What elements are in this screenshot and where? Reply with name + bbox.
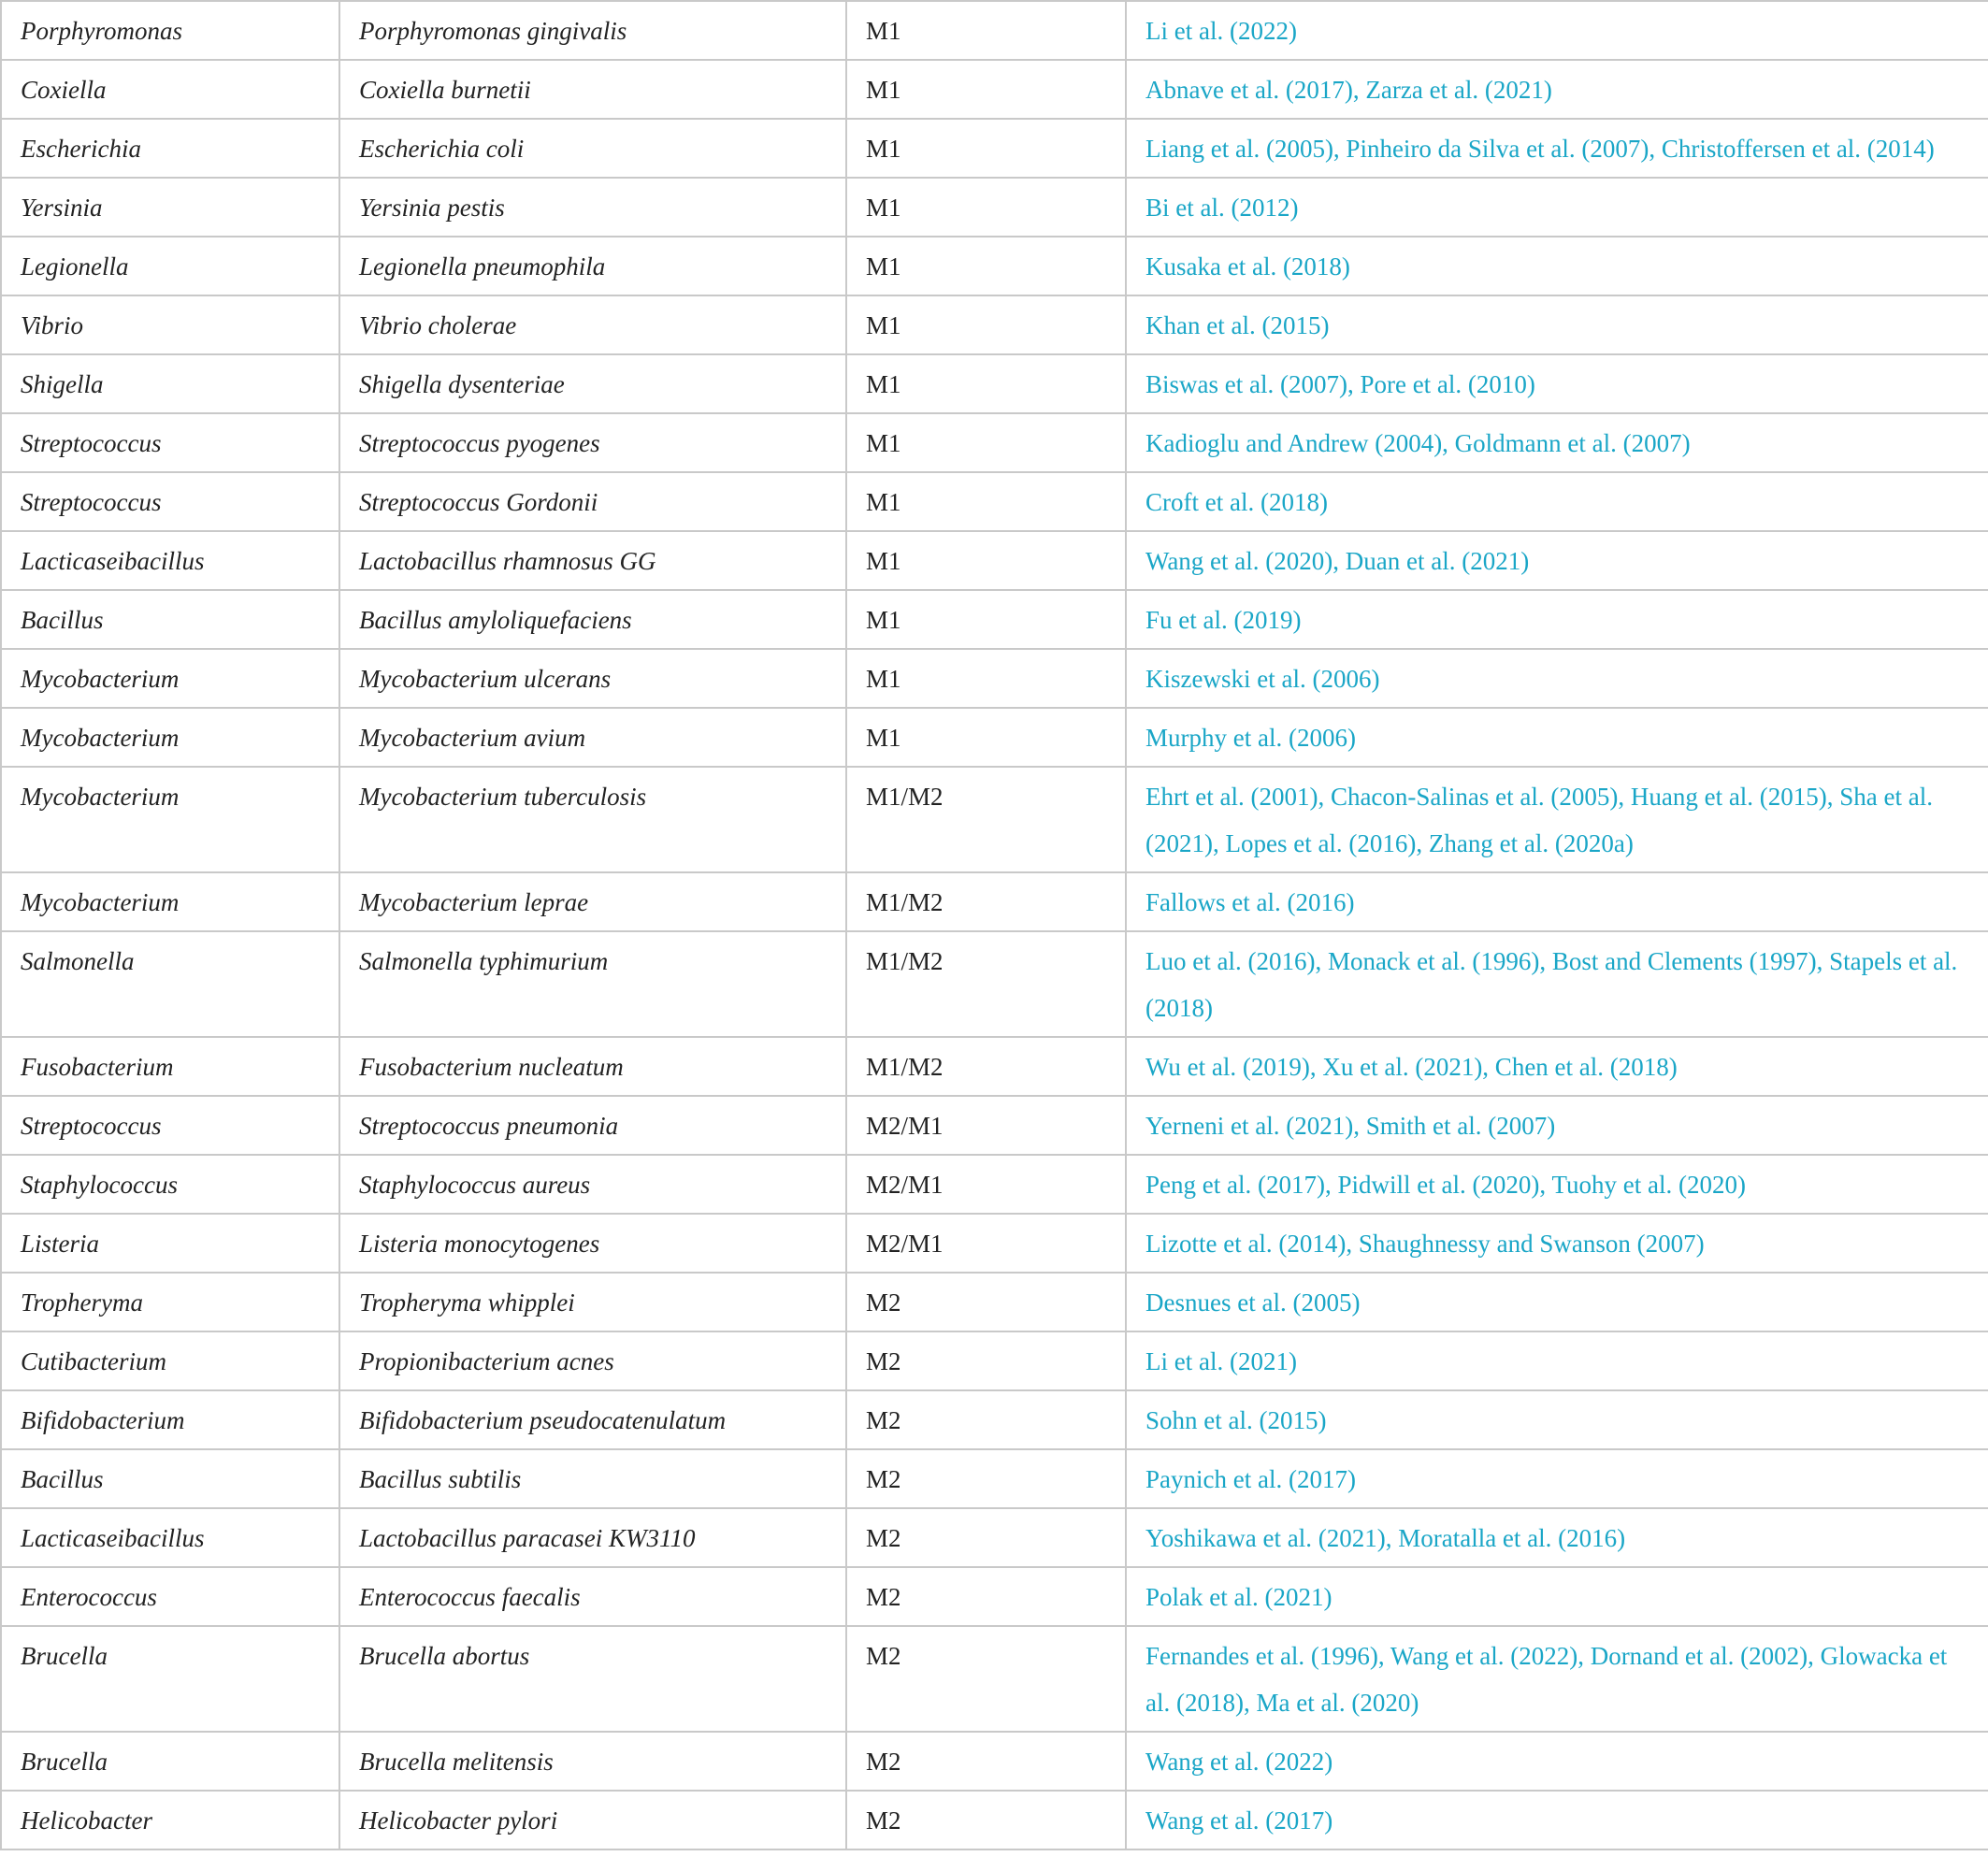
reference-links[interactable]: Wu et al. (2019), Xu et al. (2021), Chen et al. (2018) [1145, 1053, 1678, 1081]
table-row [1, 767, 1988, 872]
table-row [1, 531, 1988, 590]
table-row [1, 1390, 1988, 1449]
reference-cell[interactable] [1126, 708, 1988, 767]
table-row [1, 178, 1988, 237]
reference-links[interactable]: Desnues et al. (2005) [1145, 1288, 1361, 1317]
polarization-cell: M1 [846, 178, 1126, 237]
table-row [1, 590, 1988, 649]
polarization-cell: M1 [846, 472, 1126, 531]
table-row [1, 1, 1988, 60]
genus-cell: Helicobacter [1, 1791, 339, 1849]
genus-cell: Streptococcus [1, 413, 339, 472]
polarization-cell: M1 [846, 708, 1126, 767]
table-row [1, 872, 1988, 931]
genus-cell: Brucella [1, 1732, 339, 1791]
polarization-cell: M2 [846, 1732, 1126, 1791]
reference-links[interactable]: Wang et al. (2017) [1145, 1806, 1333, 1835]
species-cell: Mycobacterium leprae [339, 872, 846, 931]
reference-cell[interactable] [1126, 1567, 1988, 1626]
species-cell: Lactobacillus rhamnosus GG [339, 531, 846, 590]
species-cell: Propionibacterium acnes [339, 1331, 846, 1390]
reference-links[interactable]: Yoshikawa et al. (2021), Moratalla et al. (2016) [1145, 1524, 1626, 1552]
reference-links[interactable]: Fallows et al. (2016) [1145, 888, 1355, 916]
reference-cell[interactable] [1126, 354, 1988, 413]
genus-cell: Mycobacterium [1, 649, 339, 708]
species-cell: Helicobacter pylori [339, 1791, 846, 1849]
genus-cell: Coxiella [1, 60, 339, 119]
genus-cell: Yersinia [1, 178, 339, 237]
polarization-cell: M1 [846, 413, 1126, 472]
reference-cell[interactable] [1126, 590, 1988, 649]
reference-links[interactable]: Yerneni et al. (2021), Smith et al. (2007) [1145, 1112, 1556, 1140]
polarization-cell: M1 [846, 1, 1126, 60]
genus-cell: Cutibacterium [1, 1331, 339, 1390]
species-cell: Shigella dysenteriae [339, 354, 846, 413]
polarization-cell: M1 [846, 590, 1126, 649]
genus-cell: Mycobacterium [1, 767, 339, 872]
polarization-cell: M2 [846, 1626, 1126, 1732]
genus-cell: Staphylococcus [1, 1155, 339, 1214]
genus-cell: Mycobacterium [1, 872, 339, 931]
polarization-cell: M1/M2 [846, 767, 1126, 872]
table-row [1, 354, 1988, 413]
species-cell: Yersinia pestis [339, 178, 846, 237]
reference-cell[interactable] [1126, 237, 1988, 295]
reference-links[interactable]: Fu et al. (2019) [1145, 606, 1302, 634]
polarization-cell: M1/M2 [846, 931, 1126, 1037]
table-row [1, 1449, 1988, 1508]
reference-links[interactable]: Lizotte et al. (2014), Shaughnessy and Swanson (2007) [1145, 1230, 1705, 1258]
genus-cell: Streptococcus [1, 472, 339, 531]
reference-links[interactable]: Sohn et al. (2015) [1145, 1406, 1327, 1434]
reference-cell[interactable] [1126, 1508, 1988, 1567]
polarization-cell: M1 [846, 354, 1126, 413]
table-row [1, 472, 1988, 531]
table-row [1, 60, 1988, 119]
reference-cell[interactable] [1126, 1331, 1988, 1390]
species-cell: Streptococcus pneumonia [339, 1096, 846, 1155]
reference-links[interactable]: Luo et al. (2016), Monack et al. (1996), Bost and Clements (1997), Stapels et al. (2018) [1145, 947, 1958, 1022]
reference-cell[interactable] [1126, 1626, 1988, 1732]
species-cell: Lactobacillus paracasei KW3110 [339, 1508, 846, 1567]
genus-cell: Bacillus [1, 1449, 339, 1508]
table-row [1, 1567, 1988, 1626]
reference-cell[interactable] [1126, 1037, 1988, 1096]
polarization-cell: M1 [846, 531, 1126, 590]
table-row [1, 1331, 1988, 1390]
table-row [1, 1214, 1988, 1273]
table-row [1, 1037, 1988, 1096]
polarization-cell: M2 [846, 1508, 1126, 1567]
genus-cell: Porphyromonas [1, 1, 339, 60]
reference-cell[interactable] [1126, 1791, 1988, 1849]
polarization-cell: M2 [846, 1331, 1126, 1390]
polarization-cell: M2 [846, 1390, 1126, 1449]
table-row [1, 295, 1988, 354]
reference-links[interactable]: Wang et al. (2020), Duan et al. (2021) [1145, 547, 1530, 575]
table-row [1, 1096, 1988, 1155]
polarization-cell: M2 [846, 1791, 1126, 1849]
table-row [1, 1508, 1988, 1567]
reference-cell[interactable] [1126, 1449, 1988, 1508]
table-row [1, 1626, 1988, 1732]
reference-cell[interactable] [1126, 872, 1988, 931]
genus-cell: Fusobacterium [1, 1037, 339, 1096]
reference-links[interactable]: Polak et al. (2021) [1145, 1583, 1333, 1611]
table-row [1, 1791, 1988, 1849]
reference-links[interactable]: Kusaka et al. (2018) [1145, 252, 1350, 281]
polarization-cell: M2 [846, 1273, 1126, 1331]
genus-cell: Bacillus [1, 590, 339, 649]
reference-cell[interactable] [1126, 531, 1988, 590]
polarization-cell: M2 [846, 1449, 1126, 1508]
reference-links[interactable]: Li et al. (2022) [1145, 17, 1297, 45]
species-cell: Porphyromonas gingivalis [339, 1, 846, 60]
species-cell: Vibrio cholerae [339, 295, 846, 354]
species-cell: Tropheryma whipplei [339, 1273, 846, 1331]
species-cell: Mycobacterium tuberculosis [339, 767, 846, 872]
reference-cell[interactable] [1126, 767, 1988, 872]
table-row [1, 931, 1988, 1037]
reference-links[interactable]: Khan et al. (2015) [1145, 311, 1330, 339]
genus-cell: Enterococcus [1, 1567, 339, 1626]
reference-cell[interactable] [1126, 1155, 1988, 1214]
reference-cell[interactable] [1126, 1, 1988, 60]
reference-links[interactable]: Wang et al. (2022) [1145, 1748, 1333, 1776]
reference-cell[interactable] [1126, 472, 1988, 531]
species-cell: Enterococcus faecalis [339, 1567, 846, 1626]
species-cell: Fusobacterium nucleatum [339, 1037, 846, 1096]
reference-links[interactable]: Croft et al. (2018) [1145, 488, 1328, 516]
reference-links[interactable]: Abnave et al. (2017), Zarza et al. (2021) [1145, 76, 1552, 104]
polarization-cell: M1 [846, 60, 1126, 119]
species-cell: Streptococcus pyogenes [339, 413, 846, 472]
genus-cell: Salmonella [1, 931, 339, 1037]
reference-cell[interactable] [1126, 1096, 1988, 1155]
table-row [1, 1273, 1988, 1331]
reference-links[interactable]: Li et al. (2021) [1145, 1347, 1297, 1375]
reference-cell[interactable] [1126, 1390, 1988, 1449]
genus-cell: Bifidobacterium [1, 1390, 339, 1449]
polarization-cell: M1/M2 [846, 872, 1126, 931]
species-cell: Bacillus subtilis [339, 1449, 846, 1508]
reference-links[interactable]: Kiszewski et al. (2006) [1145, 665, 1380, 693]
reference-links[interactable]: Peng et al. (2017), Pidwill et al. (2020), Tuohy et al. (2020) [1145, 1171, 1746, 1199]
genus-cell: Escherichia [1, 119, 339, 178]
reference-links[interactable]: Murphy et al. (2006) [1145, 724, 1356, 752]
reference-links[interactable]: Paynich et al. (2017) [1145, 1465, 1356, 1493]
reference-cell[interactable] [1126, 119, 1988, 178]
table-row [1, 1155, 1988, 1214]
genus-cell: Listeria [1, 1214, 339, 1273]
genus-cell: Tropheryma [1, 1273, 339, 1331]
reference-cell[interactable] [1126, 931, 1988, 1037]
polarization-cell: M1 [846, 119, 1126, 178]
species-cell: Brucella abortus [339, 1626, 846, 1732]
reference-cell[interactable] [1126, 649, 1988, 708]
polarization-cell: M2/M1 [846, 1096, 1126, 1155]
genus-cell: Shigella [1, 354, 339, 413]
reference-links[interactable]: Liang et al. (2005), Pinheiro da Silva et al. (2007), Christoffersen et al. (2014) [1145, 135, 1935, 163]
polarization-cell: M2/M1 [846, 1155, 1126, 1214]
polarization-cell: M2 [846, 1567, 1126, 1626]
reference-links[interactable]: Kadioglu and Andrew (2004), Goldmann et al. (2007) [1145, 429, 1691, 457]
table-row [1, 237, 1988, 295]
species-cell: Mycobacterium avium [339, 708, 846, 767]
genus-cell: Vibrio [1, 295, 339, 354]
table-row [1, 119, 1988, 178]
species-cell: Bacillus amyloliquefaciens [339, 590, 846, 649]
reference-links[interactable]: Bi et al. (2012) [1145, 194, 1299, 222]
reference-cell[interactable] [1126, 1273, 1988, 1331]
table-row [1, 1732, 1988, 1791]
reference-links[interactable]: Biswas et al. (2007), Pore et al. (2010) [1145, 370, 1535, 398]
genus-cell: Lacticaseibacillus [1, 1508, 339, 1567]
polarization-cell: M1/M2 [846, 1037, 1126, 1096]
species-cell: Bifidobacterium pseudocatenulatum [339, 1390, 846, 1449]
reference-cell[interactable] [1126, 60, 1988, 119]
polarization-cell: M1 [846, 649, 1126, 708]
genus-cell: Mycobacterium [1, 708, 339, 767]
reference-links[interactable]: Ehrt et al. (2001), Chacon-Salinas et al. (2005), Huang et al. (2015), Sha et al. (2021), Lopes et al. (2016), Zhang et al. (2020a) [1145, 783, 1934, 857]
species-cell: Streptococcus Gordonii [339, 472, 846, 531]
reference-cell[interactable] [1126, 1732, 1988, 1791]
table-row [1, 708, 1988, 767]
species-cell: Escherichia coli [339, 119, 846, 178]
species-cell: Legionella pneumophila [339, 237, 846, 295]
reference-links[interactable]: Fernandes et al. (1996), Wang et al. (2022), Dornand et al. (2002), Glowacka et al. (2018), Ma et al. (2020) [1145, 1642, 1948, 1717]
reference-cell[interactable] [1126, 1214, 1988, 1273]
reference-cell[interactable] [1126, 413, 1988, 472]
polarization-cell: M1 [846, 237, 1126, 295]
species-cell: Staphylococcus aureus [339, 1155, 846, 1214]
genus-cell: Lacticaseibacillus [1, 531, 339, 590]
reference-cell[interactable] [1126, 178, 1988, 237]
reference-cell[interactable] [1126, 295, 1988, 354]
species-cell: Mycobacterium ulcerans [339, 649, 846, 708]
polarization-cell: M2/M1 [846, 1214, 1126, 1273]
table-body [1, 1, 1988, 1849]
species-cell: Listeria monocytogenes [339, 1214, 846, 1273]
genus-cell: Legionella [1, 237, 339, 295]
genus-cell: Brucella [1, 1626, 339, 1732]
table-row [1, 649, 1988, 708]
genus-cell: Streptococcus [1, 1096, 339, 1155]
polarization-cell: M1 [846, 295, 1126, 354]
table-row [1, 413, 1988, 472]
species-cell: Brucella melitensis [339, 1732, 846, 1791]
species-cell: Salmonella typhimurium [339, 931, 846, 1037]
species-cell: Coxiella burnetii [339, 60, 846, 119]
